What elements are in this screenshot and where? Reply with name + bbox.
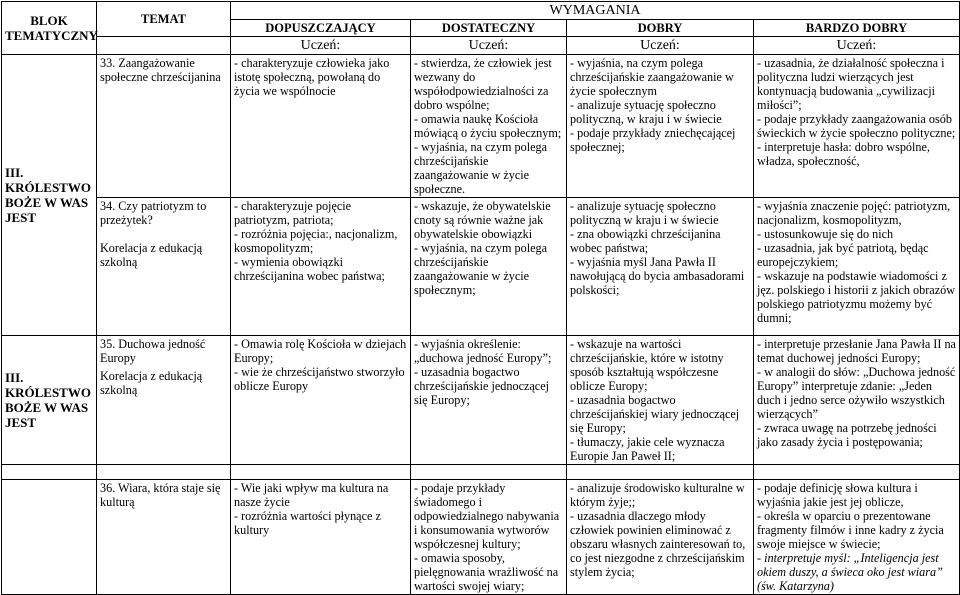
requirement: - wie że chrześcijaństwo stworzyło oblicze Europy <box>234 365 405 393</box>
spacer <box>231 465 411 480</box>
requirement: - Omawia rolę Kościoła w dziejach Europy; <box>234 337 407 365</box>
spacer <box>2 465 97 480</box>
requirement: - uzasadnia, jak być patriotą, będąc europejczykiem; <box>757 241 929 269</box>
topic-title: 36. Wiara, która staje się kulturą <box>100 481 221 509</box>
requirement: - uzasadnia, że działalność społeczna i polityczna ludzi wierzących jest kontynuacją budowania „cywilizacji miłości”; <box>757 56 945 112</box>
spacer <box>411 465 567 480</box>
topic-title: 35. Duchowa jedność Europy <box>100 337 206 365</box>
c2-33 <box>411 55 567 198</box>
requirement: - omawia sposoby, pielęgnowania wrażliwość na wartości swojej wiary; <box>414 551 559 593</box>
header-block: BLOK TEMATYCZNY <box>2 2 97 55</box>
requirement: - podaje przykłady zniechęcającej społecznej; <box>570 126 736 154</box>
requirement: - uzasadnia dlaczego młody człowiek powinien eliminować z obszaru własnych zainteresowań to, co jest niezgodne z chrześcijańskim stylem życia; <box>570 509 746 579</box>
c2-34 <box>411 198 567 336</box>
requirement: - wskazuje, że obywatelskie cnoty są równie ważne jak obywatelskie obowiązki <box>414 199 551 241</box>
c4-35 <box>754 336 960 465</box>
block-empty <box>2 480 97 595</box>
requirement: - interpretuje myśl: „Inteligencja jest okiem duszy, a świeca oko jest wiara” (św. Katarzyna) <box>757 551 943 593</box>
requirement: - wyjaśnia znaczenie pojęć: patriotyzm, nacjonalizm, kosmopolityzm, <box>757 199 951 227</box>
header-topic: TEMAT <box>97 2 231 37</box>
requirement: - charakteryzuje pojęcie patriotyzm, patriota; <box>234 199 352 227</box>
c3-35 <box>567 336 754 465</box>
student-label: Uczeń: <box>754 37 960 55</box>
c3-36 <box>567 480 754 595</box>
requirement: - uzasadnia bogactwo chrześcijańskiej wiary jednoczącej się Europy; <box>570 393 740 435</box>
requirement: - interpretuje hasła: dobro wspólne, władza, społeczność, <box>757 140 930 168</box>
spacer <box>754 465 960 480</box>
block-label: III. KRÓLESTWO BOŻE W WAS JEST <box>2 336 97 465</box>
c4-36 <box>754 480 960 595</box>
topic-spacer <box>97 37 231 55</box>
level-dopuszczajacy: DOPUSZCZAJĄCY <box>231 20 411 37</box>
requirement: - uzasadnia bogactwo chrześcijańskie jednoczącej się Europy; <box>414 365 549 407</box>
c3-33 <box>567 55 754 198</box>
topic-title: 33. Zaangażowanie społeczne chrześcijanina <box>100 56 221 84</box>
c2-35 <box>411 336 567 465</box>
spacer <box>567 465 754 480</box>
requirement: - analizuje sytuację społeczno polityczną, w kraju i w świecie <box>570 98 722 126</box>
student-label: Uczeń: <box>567 37 754 55</box>
topic-34 <box>97 198 231 336</box>
requirement: - wyjaśnia, na czym polega chrześcijańskie zaangażowanie w życie społeczne. <box>414 140 547 196</box>
requirement: - rozróżnia wartości płynące z kultury <box>234 509 381 537</box>
requirement: - analizuje sytuację społeczno polityczną w kraju i w świecie <box>570 199 719 227</box>
c3-34 <box>567 198 754 336</box>
requirement: - ustosunkowuje się do nich <box>757 227 894 241</box>
correlation-note: Korelacja z edukacją szkolną <box>100 369 203 397</box>
student-label: Uczeń: <box>411 37 567 55</box>
c4-34 <box>754 198 960 336</box>
requirement: - wymienia obowiązki chrześcijanina wobec państwa; <box>234 255 385 283</box>
topic-33 <box>97 55 231 198</box>
requirement: - wskazuje na wartości chrześcijańskie, które w istotny sposób kształtują współczesne oblicze Europy; <box>570 337 724 393</box>
c1-35 <box>231 336 411 465</box>
requirement: - wyjaśnia, na czym polega chrześcijańskie zaangażowanie w życie społecznym <box>570 56 734 98</box>
requirement: - rozróżnia pojęcia:, nacjonalizm, kosmopolityzm; <box>234 227 398 255</box>
correlation-note: Korelacja z edukacją szkolną <box>100 241 203 269</box>
requirement: - stwierdza, że człowiek jest wezwany do współodpowiedzialności za dobro wspólne; <box>414 56 552 112</box>
topic-36 <box>97 480 231 595</box>
c2-36 <box>411 480 567 595</box>
block-label: III. KRÓLESTWO BOŻE W WAS JEST <box>2 55 97 336</box>
requirement: - analizuje środowisko kulturalne w którym żyje;; <box>570 481 745 509</box>
spacer <box>97 465 231 480</box>
requirement: - zwraca uwagę na potrzebę jedności jako zasady życia i postępowania; <box>757 421 937 449</box>
requirement: - tłumaczy, jakie cele wyznacza Europie Jan Paweł II; <box>570 435 725 463</box>
requirement: - wyjaśnia myśl Jana Pawła II nawołującą do bycia ambasadorami polskości; <box>570 255 745 297</box>
c4-33 <box>754 55 960 198</box>
requirement: - podaje przykłady zaangażowania osób świeckich w życie społeczno polityczne; <box>757 112 956 140</box>
requirement: - wyjaśnia określenie: „duchowa jedność Europy”; <box>414 337 552 365</box>
student-label: Uczeń: <box>231 37 411 55</box>
c1-36 <box>231 480 411 595</box>
requirement: - określa w oparciu o prezentowane fragmenty filmów i inne kadry z życia swoje miejsce w świecie; <box>757 509 944 551</box>
level-dostateczny: DOSTATECZNY <box>411 20 567 37</box>
requirement: - omawia naukę Kościoła mówiącą o życiu społecznym; <box>414 112 562 140</box>
level-dobry: DOBRY <box>567 20 754 37</box>
topic-35 <box>97 336 231 465</box>
requirement: - podaje definicję słowa kultura i wyjaśnia jakie jest jej oblicze, <box>757 481 918 509</box>
curriculum-table <box>1 1 960 595</box>
requirement: - Wie jaki wpływ ma kultura na nasze życie <box>234 481 389 509</box>
c1-34 <box>231 198 411 336</box>
requirement: - w analogii do słów: „Duchowa jedność Europy” interpretuje zdanie: „Jeden duch i jedno serce ożywiło wszystkich wierzących” <box>757 365 956 421</box>
requirement: - zna obowiązki chrześcijanina wobec państwa; <box>570 227 721 255</box>
requirement: - charakteryzuje człowieka jako istotę społeczną, powołaną do życia we wspólnocie <box>234 56 390 98</box>
topic-title: 34. Czy patriotyzm to przeżytek? <box>100 199 207 227</box>
header-requirements: WYMAGANIA <box>231 2 960 20</box>
requirement: - wskazuje na podstawie wiadomości z jęz. polskiego i historii z jakich obrazów polskiego patriotyzmu możemy być dumni; <box>757 269 955 325</box>
level-bardzo-dobry: BARDZO DOBRY <box>754 20 960 37</box>
requirement: - podaje przykłady świadomego i odpowiedzialnego nabywania i konsumowania wytworów współczesnej kultury; <box>414 481 560 551</box>
c1-33 <box>231 55 411 198</box>
requirement: - interpretuje przesłanie Jana Pawła II na temat duchowej jedności Europy; <box>757 337 956 365</box>
requirement: - wyjaśnia, na czym polega chrześcijańskie zaangażowanie w życie społecznym; <box>414 241 547 297</box>
